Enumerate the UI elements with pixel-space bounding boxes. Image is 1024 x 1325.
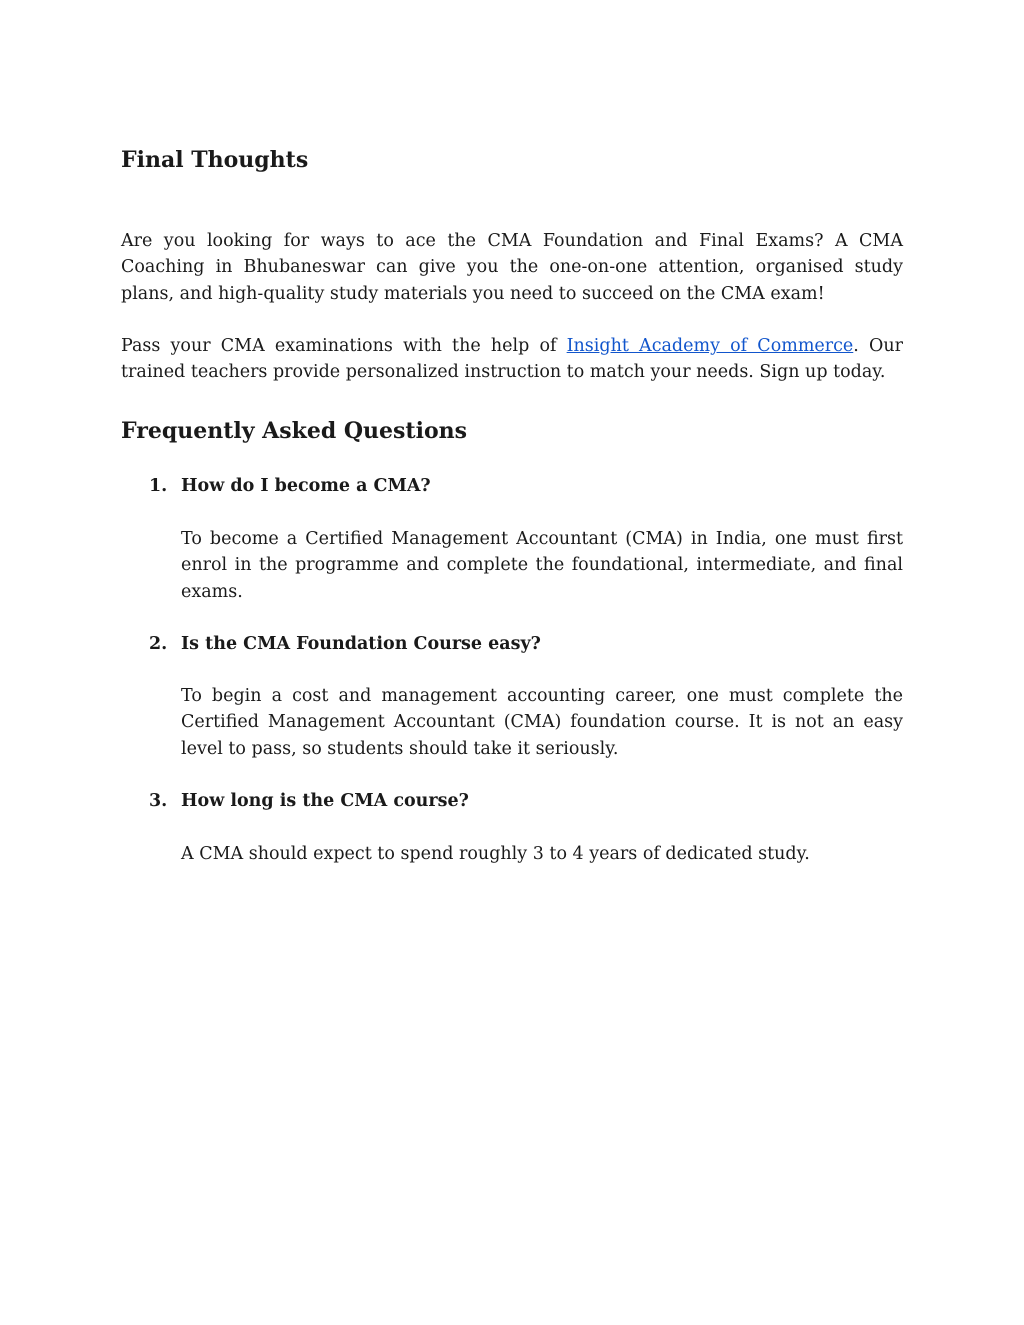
faq-question-text-2: Is the CMA Foundation Course easy? bbox=[181, 634, 541, 654]
final-thoughts-paragraph-2 bbox=[121, 333, 903, 386]
faq-number-3: 3. bbox=[149, 791, 168, 811]
faq-number-2: 2. bbox=[149, 634, 168, 654]
insight-academy-link[interactable]: Insight Academy of Commerce bbox=[566, 336, 854, 356]
final-thoughts-heading: Final Thoughts bbox=[121, 147, 309, 173]
paragraph-2-text-before: Pass your CMA examinations with the help of bbox=[121, 336, 567, 356]
paragraph-2-text-after: . Our trained teachers provide personalized instruction to match your needs. Sign up today. bbox=[121, 336, 904, 383]
faq-answer-3: A CMA should expect to spend roughly 3 to 4 years of dedicated study. bbox=[181, 844, 810, 864]
faq-answer-2: To begin a cost and management accounting career, one must complete the Certified Management Accountant (CMA) foundation course. It is not an easy level to pass, so students should take it seriously. bbox=[181, 686, 903, 759]
faq-number-1: 1. bbox=[149, 476, 168, 496]
faq-question-text-3: How long is the CMA course? bbox=[181, 791, 469, 811]
faq-question-text-1: How do I become a CMA? bbox=[181, 476, 431, 496]
faq-heading: Frequently Asked Questions bbox=[121, 418, 468, 444]
final-thoughts-paragraph-1: Are you looking for ways to ace the CMA Foundation and Final Exams? A CMA Coaching in Bhubaneswar can give you the one-on-one attention, organised study plans, and high-quality study materials you need to succeed on the CMA exam! bbox=[121, 231, 903, 304]
faq-answer-1: To become a Certified Management Accountant (CMA) in India, one must first enrol in the programme and complete the foundational, intermediate, and final exams. bbox=[181, 529, 903, 602]
